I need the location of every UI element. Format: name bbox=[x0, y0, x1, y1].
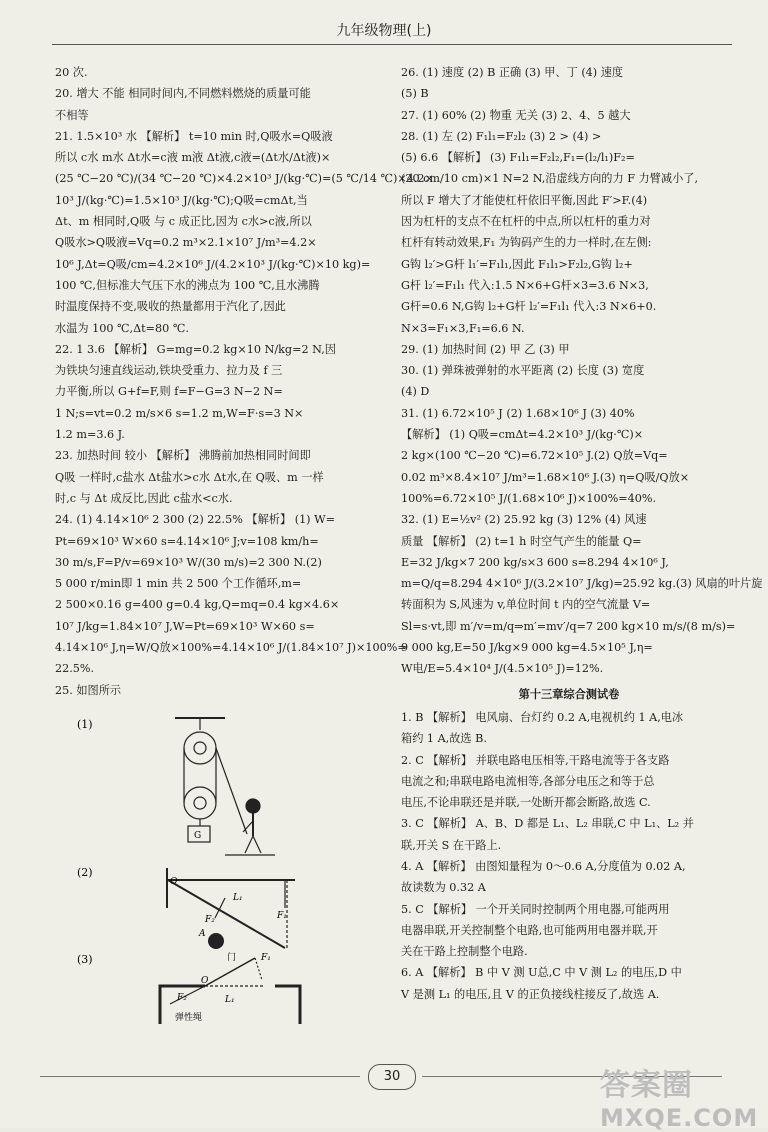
lever-figure bbox=[167, 868, 295, 948]
text-line: 21. 1.5×10³ 水 【解析】 t=10 min 时,Q吸水=Q吸液 bbox=[55, 129, 333, 143]
text-line: 28. (1) 左 (2) F₁l₁=F₂l₂ (3) 2 > (4) > bbox=[401, 129, 602, 143]
text-line: 25. 如图所示 bbox=[55, 683, 122, 697]
text-line: Q吸 一样时,c盐水 Δt盐水>c水 Δt水,在 Q吸、m 一样 bbox=[55, 470, 324, 484]
text-line: 23. 加热时间 较小 【解析】 沸腾前加热相同时间即 bbox=[55, 449, 311, 463]
text-line: 1.2 m=3.6 J. bbox=[55, 428, 125, 442]
text-line: Pt=69×10³ W×60 s=4.14×10⁶ J;v=108 km/h= bbox=[55, 534, 319, 548]
figure-label-3: (3) bbox=[77, 953, 93, 966]
header-rule bbox=[52, 44, 732, 45]
force-f1-label: F₁ bbox=[277, 911, 287, 921]
pivot-label: O bbox=[170, 877, 178, 887]
pulley-figure bbox=[175, 718, 275, 855]
door-pivot-label: O bbox=[201, 976, 209, 986]
text-line: 2. C 【解析】 并联电路电压相等,干路电流等于各支路 bbox=[401, 753, 670, 767]
text-line: 3. C 【解析】 A、B、D 都是 L₁、L₂ 串联,C 中 L₁、L₂ 并 bbox=[401, 817, 694, 831]
text-line: 26. (1) 速度 (2) B 正确 (3) 甲、丁 (4) 速度 bbox=[401, 66, 624, 79]
text-line: 20. 增大 不能 相同时间内,不同燃料燃烧的质量可能 bbox=[55, 87, 311, 101]
text-line: 24. (1) 4.14×10⁶ 2 300 (2) 22.5% 【解析】 (1) W= bbox=[55, 513, 335, 527]
text-line: V 是测 L₁ 的电压,且 V 的正负接线柱接反了,故选 A. bbox=[401, 987, 660, 1001]
text-line: 不相等 bbox=[55, 108, 89, 122]
text-line: 2 kg×(100 ℃−20 ℃)=6.72×10⁵ J.(2) Q放=Vq= bbox=[401, 449, 668, 463]
text-line: 4. A 【解析】 由图知量程为 0～0.6 A,分度值为 0.02 A, bbox=[401, 859, 686, 873]
text-line: Sl=s·vt,即 m′/v=m/q⇒m′=mv′/q=7 200 kg×10 m/s/(8 m/s)= bbox=[401, 619, 736, 633]
text-line: 5. C 【解析】 一个开关同时控制两个用电器,可能两用 bbox=[401, 902, 670, 916]
ball bbox=[208, 933, 224, 949]
force-f2-label: F₂ bbox=[205, 915, 215, 925]
text-line: 电流之和;串联电路电流相等,各部分电压之和等于总 bbox=[401, 774, 655, 788]
text-line: 22. 1 3.6 【解析】 G=mg=0.2 kg×10 N/kg=2 N,因 bbox=[55, 342, 336, 356]
text-line: 水温为 100 ℃,Δt=80 ℃. bbox=[55, 321, 189, 335]
text-line: 【解析】 (1) Q吸=cmΔt=4.2×10³ J/(kg·℃)× bbox=[401, 428, 644, 442]
text-line: 电压,不论串联还是并联,一处断开都会断路,故选 C. bbox=[401, 796, 651, 810]
text-line: 力平衡,所以 G+f=F,则 f=F−G=3 N−2 N= bbox=[55, 385, 283, 399]
watermark-line2: MXQE.COM bbox=[600, 1104, 759, 1132]
weight-label: G bbox=[194, 831, 202, 841]
text-line: 22.5%. bbox=[55, 662, 95, 676]
text-line: 杠杆有转动效果,F₁ 为钩码产生的力一样时,在左侧: bbox=[401, 236, 652, 250]
text-line: 电器串联,开关控制整个电路,也可能两用电器并联,开 bbox=[401, 923, 658, 937]
text-line: 30 m/s,F=P/v=69×10³ W/(30 m/s)=2 300 N.(2) bbox=[55, 555, 322, 569]
figure-label-2: (2) bbox=[77, 866, 93, 879]
text-line: 27. (1) 60% (2) 物重 无关 (3) 2、4、5 越大 bbox=[401, 108, 631, 122]
door-label: 门 bbox=[227, 953, 237, 963]
text-line: 100 ℃,但标准大气压下水的沸点为 100 ℃,且水沸腾 bbox=[55, 278, 320, 292]
text-line: G钩 l₂′>G杆 l₁′=F₁l₁,因此 F₁l₁>F₂l₂,G钩 l₂+ bbox=[401, 257, 633, 271]
text-line: 31. (1) 6.72×10⁵ J (2) 1.68×10⁶ J (3) 40% bbox=[401, 406, 635, 420]
door-l1-label: L₁ bbox=[225, 995, 235, 1005]
text-line: 1. B 【解析】 电风扇、台灯约 0.2 A,电视机约 1 A,电冰 bbox=[401, 710, 684, 724]
text-line: 为铁块匀速直线运动,铁块受重力、拉力及 f 三 bbox=[55, 364, 283, 378]
text-line: W电/E=5.4×10⁴ J/(4.5×10⁵ J)=12%. bbox=[401, 662, 604, 676]
text-line: Δt、m 相同时,Q吸 与 c 成正比,因为 c水>c液,所以 bbox=[55, 215, 312, 229]
text-line: 故读数为 0.32 A bbox=[401, 881, 486, 895]
text-line: 因为杠杆的支点不在杠杆的中点,所以杠杆的重力对 bbox=[401, 215, 651, 229]
text-line: G杆 l₂′=F₁l₁ 代入:1.5 N×6+G杆×3=3.6 N×3, bbox=[401, 278, 649, 292]
page-header: 九年级物理(上) bbox=[336, 23, 432, 39]
text-line: 20 次. bbox=[55, 66, 88, 79]
text-line: 2 500×0.16 g=400 g=0.4 kg,Q=mq=0.4 kg×4.6× bbox=[55, 598, 340, 612]
figure-25 bbox=[75, 708, 315, 1038]
point-a-label: A bbox=[199, 929, 206, 939]
text-line: 箱约 1 A,故选 B. bbox=[401, 732, 487, 746]
lever-arm-label: L₁ bbox=[233, 893, 243, 903]
text-line: 质量 【解析】 (2) t=1 h 时空气产生的能量 Q= bbox=[401, 534, 642, 548]
door-f2-label: F₂ bbox=[177, 993, 187, 1003]
text-line: 30. (1) 弹珠被弹射的水平距离 (2) 长度 (3) 宽度 bbox=[401, 364, 645, 378]
text-line: N×3=F₁×3,F₁=6.6 N. bbox=[401, 321, 525, 335]
text-line: 5 000 r/min即 1 min 共 2 500 个工作循环,m= bbox=[55, 577, 302, 591]
text-line: 1 N;s=vt=0.2 m/s×6 s=1.2 m,W=F·s=3 N× bbox=[55, 406, 304, 420]
section-title: 第十三章综合测试卷 bbox=[518, 687, 620, 701]
page-number: 30 bbox=[368, 1064, 416, 1090]
text-line: 所以 F 增大了才能使杠杆依旧平衡,因此 F′>F.(4) bbox=[401, 193, 648, 207]
text-line: 6. A 【解析】 B 中 V 测 U总,C 中 V 测 L₂ 的电压,D 中 bbox=[401, 966, 682, 980]
text-line: 10³ J/(kg·℃)=1.5×10³ J/(kg·℃);Q吸=cmΔt,当 bbox=[55, 193, 308, 207]
text-line: 10⁶ J,Δt=Q吸/cm=4.2×10⁶ J/(4.2×10³ J/(kg·℃)×10 kg)= bbox=[55, 257, 371, 271]
text-line: (20 cm/10 cm)×1 N=2 N,沿虚线方向的力 F 力臂减小了, bbox=[401, 172, 699, 186]
text-line: 32. (1) E=½v² (2) 25.92 kg (3) 12% (4) 风速 bbox=[401, 513, 647, 527]
text-line: 时温度保持不变,吸收的热量都用于汽化了,因此 bbox=[55, 300, 286, 314]
figure-label-1: (1) bbox=[77, 718, 93, 731]
door-f1-label: F₁ bbox=[261, 953, 271, 963]
text-line: 4.14×10⁶ J,η=W/Q放×100%=4.14×10⁶ J/(1.84×10⁷ J)×100%= bbox=[55, 641, 407, 655]
watermark-line1: 答案圈 bbox=[600, 1068, 693, 1103]
text-line: E=32 J/kg×7 200 kg/s×3 600 s=8.294 4×10⁶ J, bbox=[401, 555, 669, 569]
text-line: 时,c 与 Δt 成反比,因此 c盐水<c水. bbox=[55, 491, 233, 505]
text-line: 转面积为 S,风速为 v,单位时间 t 内的空气流量 V= bbox=[401, 598, 651, 612]
text-line: Q吸水>Q吸液=Vq=0.2 m³×2.1×10⁷ J/m³=4.2× bbox=[55, 236, 317, 250]
right-column bbox=[401, 62, 763, 1005]
text-line: (5) 6.6 【解析】 (3) F₁l₁=F₂l₂,F₁=(l₂/l₁)F₂= bbox=[401, 151, 635, 165]
text-line: 0.02 m³×8.4×10⁷ J/m³=1.68×10⁶ J.(3) η=Q吸/Q放× bbox=[401, 470, 690, 484]
text-line: 9 000 kg,E=50 J/kg×9 000 kg=4.5×10⁵ J,η= bbox=[401, 641, 653, 655]
text-line: m=Q/q=8.294 4×10⁶ J/(3.2×10⁷ J/kg)=25.92 kg.(3) 风扇的叶片旋 bbox=[401, 577, 763, 591]
watermark bbox=[600, 1060, 758, 1132]
rope-label: 弹性绳 bbox=[175, 1013, 203, 1023]
text-line: 10⁷ J/kg=1.84×10⁷ J,W=Pt=69×10³ W×60 s= bbox=[55, 619, 315, 633]
footer-rule-left bbox=[40, 1076, 360, 1077]
text-line: (5) B bbox=[401, 87, 429, 101]
text-line: 100%=6.72×10⁵ J/(1.68×10⁶ J)×100%=40%. bbox=[401, 491, 657, 505]
text-line: 所以 c水 m水 Δt水=c液 m液 Δt液,c液=(Δt水/Δt液)× bbox=[55, 151, 331, 165]
text-line: 联,开关 S 在干路上. bbox=[401, 838, 502, 852]
text-line: G杆=0.6 N,G钩 l₂+G杆 l₂′=F₁l₁ 代入:3 N×6+0. bbox=[401, 300, 657, 314]
text-line: (25 ℃−20 ℃)/(34 ℃−20 ℃)×4.2×10³ J/(kg·℃)=(5 ℃/14 ℃)×4.2× bbox=[55, 172, 434, 186]
text-line: (4) D bbox=[401, 385, 430, 399]
text-line: 关在干路上控制整个电路. bbox=[401, 945, 528, 959]
text-line: 29. (1) 加热时间 (2) 甲 乙 (3) 甲 bbox=[401, 342, 570, 356]
